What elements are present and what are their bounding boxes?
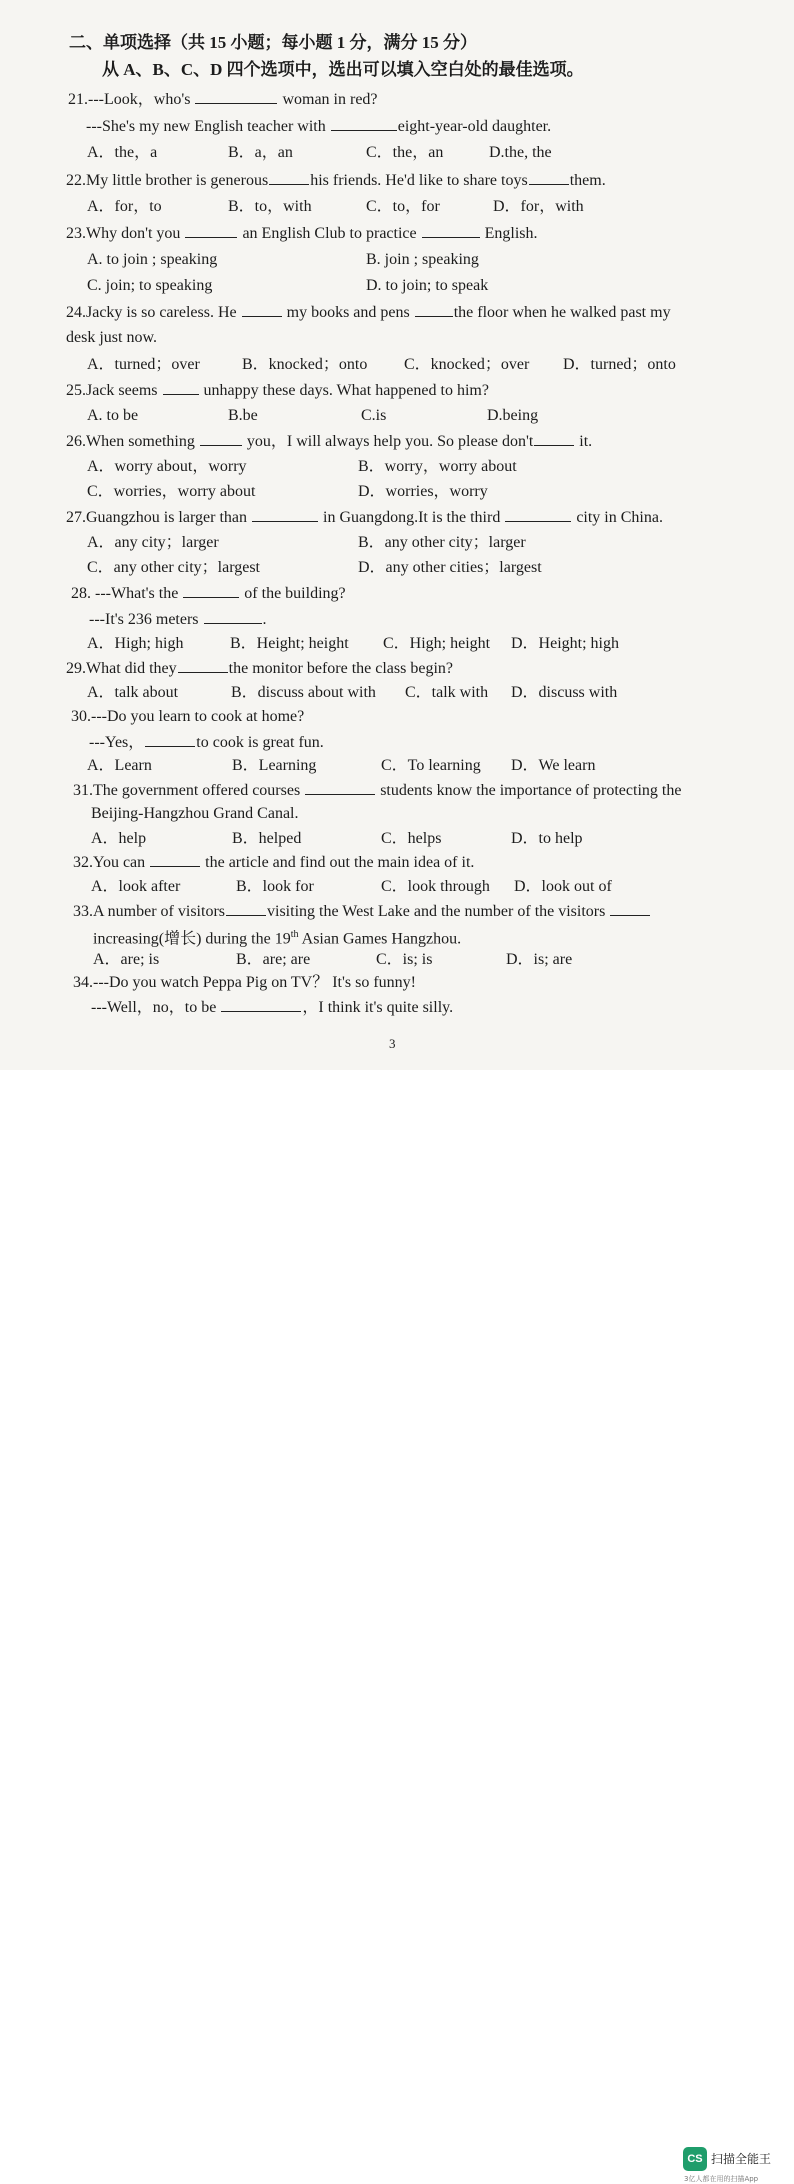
answer-blank — [305, 780, 375, 795]
q30-option-d: D．We learn — [511, 757, 596, 774]
answer-blank — [183, 583, 239, 598]
q23-option-b: B. join ; speaking — [366, 251, 479, 268]
ordinal-superscript: th — [290, 929, 299, 940]
question-text: 24.Jacky is so careless. He — [66, 304, 237, 321]
q23-option-c: C. join; to speaking — [87, 277, 213, 294]
question-text: the monitor before the class begin? — [228, 660, 454, 677]
q22-option-c: C．to，for — [366, 198, 440, 215]
answer-blank — [195, 89, 277, 104]
question-text: an English Club to practice — [242, 225, 417, 242]
question-text: 28. ---What's the — [71, 585, 179, 602]
q30-option-a: A．Learn — [87, 757, 152, 774]
question-text: . — [262, 611, 267, 628]
section-title: 二、单项选择（共 15 小题；每小题 1 分，满分 15 分） — [69, 33, 477, 52]
q25-option-c: C.is — [361, 407, 387, 424]
question-28-line-1 — [71, 583, 346, 604]
q31-option-c: C．helps — [381, 830, 442, 847]
question-text: 27.Guangzhou is larger than — [66, 509, 247, 526]
page-number: 3 — [389, 1036, 396, 1051]
q31-option-d: D．to help — [511, 830, 583, 847]
q21-option-a: A．the，a — [87, 144, 158, 161]
question-text: unhappy these days. What happened to him? — [203, 382, 489, 399]
question-text: ---It's 236 meters — [89, 611, 199, 628]
question-text: visiting the West Lake and the number of the visitors — [267, 903, 606, 920]
question-27-line-1 — [66, 507, 663, 528]
question-24-line-1 — [66, 302, 671, 323]
question-28-line-2 — [89, 609, 267, 630]
question-text: 22.My little brother is generous — [66, 172, 269, 189]
q28-option-a: A．High; high — [87, 635, 184, 652]
answer-blank — [200, 431, 242, 446]
question-text: the article and find out the main idea of it. — [205, 854, 475, 871]
q22-option-b: B．to，with — [228, 198, 312, 215]
question-text: 31.The government offered courses — [73, 782, 301, 799]
question-text: in Guangdong.It is the third — [323, 509, 501, 526]
q25-option-a: A. to be — [87, 407, 139, 424]
q28-option-d: D．Height; high — [511, 635, 619, 652]
q33-option-a: A．are; is — [93, 951, 160, 968]
question-text: ---Yes， — [89, 734, 145, 751]
q32-option-d: D．look out of — [514, 878, 612, 895]
q24-option-a: A．turned；over — [87, 356, 200, 373]
question-34-line-2 — [91, 997, 453, 1018]
q30-option-c: C．To learning — [381, 757, 481, 774]
question-34-line-1: 34.---Do you watch Peppa Pig on TV？ It's so funny! — [73, 974, 416, 991]
q30-option-b: B．Learning — [232, 757, 317, 774]
answer-blank — [226, 901, 266, 916]
question-text: English. — [484, 225, 538, 242]
q24-option-d: D．turned；onto — [563, 356, 676, 373]
question-text: increasing(增长) during the 19 — [93, 930, 291, 948]
instruction-text: 从 A、B、C、D 四个选项中，选出可以填入空白处的最佳选项。 — [102, 60, 584, 79]
question-23-line-1 — [66, 223, 538, 244]
q29-option-c: C．talk with — [405, 684, 489, 701]
q29-option-b: B．discuss about with — [231, 684, 376, 701]
q28-option-b: B．Height; height — [230, 635, 349, 652]
question-32-line-1 — [73, 852, 474, 873]
answer-blank — [331, 116, 397, 131]
question-text: 33.A number of visitors — [73, 903, 225, 920]
q33-option-d: D．is; are — [506, 951, 573, 968]
answer-blank — [415, 302, 453, 317]
q27-option-d: D．any other cities；largest — [358, 559, 542, 576]
question-31-line-2: Beijing-Hangzhou Grand Canal. — [91, 805, 299, 822]
question-33-line-1 — [73, 901, 651, 922]
answer-blank — [269, 170, 309, 185]
question-text: ---Well，no，to be — [91, 999, 217, 1016]
question-text: 21.---Look，who's — [68, 91, 191, 108]
q23-option-a: A. to join ; speaking — [87, 251, 218, 268]
answer-blank — [178, 658, 228, 673]
q29-option-a: A．talk about — [87, 684, 179, 701]
q23-option-d: D. to join; to speak — [366, 277, 489, 294]
question-text: ，I think it's quite silly. — [302, 999, 454, 1016]
answer-blank — [505, 507, 571, 522]
question-21-line-2 — [86, 116, 551, 137]
q24-option-b: B．knocked；onto — [242, 356, 368, 373]
scanner-footer — [0, 1070, 794, 2183]
answer-blank — [204, 609, 262, 624]
question-text: 25.Jack seems — [66, 382, 158, 399]
question-text: 32.You can — [73, 854, 146, 871]
q21-option-d: D.the, the — [489, 144, 552, 161]
q31-option-b: B．helped — [232, 830, 302, 847]
answer-blank — [610, 901, 650, 916]
question-text: you，I will always help you. So please don't — [246, 433, 534, 450]
q32-option-c: C．look through — [381, 878, 490, 895]
q25-option-b: B.be — [228, 407, 258, 424]
question-text: woman in red? — [282, 91, 378, 108]
question-text: city in China. — [576, 509, 663, 526]
question-text: them. — [569, 172, 606, 189]
answer-blank — [534, 431, 574, 446]
question-text: it. — [579, 433, 593, 450]
q26-option-c: C．worries，worry about — [87, 483, 256, 500]
q22-option-d: D．for，with — [493, 198, 584, 215]
question-text: Asian Games Hangzhou. — [298, 930, 462, 948]
q24-option-c: C．knocked；over — [404, 356, 530, 373]
question-31-line-1 — [73, 780, 681, 801]
q31-option-a: A．help — [91, 830, 147, 847]
question-text: 26.When something — [66, 433, 195, 450]
question-30-line-1: 30.---Do you learn to cook at home? — [71, 708, 305, 725]
q26-option-a: A．worry about，worry — [87, 458, 247, 475]
answer-blank — [163, 380, 199, 395]
question-text: ---She's my new English teacher with — [86, 118, 326, 135]
question-30-line-2 — [89, 732, 324, 753]
scanner-tagline: 3亿人都在用的扫描App — [684, 2175, 759, 2183]
question-21-line-1 — [68, 89, 378, 110]
scanner-brand-name: 扫描全能王 — [711, 2152, 772, 2166]
question-text: students know the importance of protecting the — [380, 782, 682, 799]
q21-option-c: C．the，an — [366, 144, 444, 161]
camscanner-logo-icon: CS — [683, 2147, 707, 2171]
answer-blank — [252, 507, 318, 522]
q27-option-a: A．any city；larger — [87, 534, 219, 551]
q27-option-c: C．any other city；largest — [87, 559, 261, 576]
question-24-line-2: desk just now. — [66, 329, 157, 346]
question-29-line-1 — [66, 658, 453, 679]
q28-option-c: C．High; height — [383, 635, 491, 652]
question-33-line-2 — [93, 925, 461, 949]
answer-blank — [242, 302, 282, 317]
q29-option-d: D．discuss with — [511, 684, 618, 701]
q32-option-b: B．look for — [236, 878, 314, 895]
answer-blank — [145, 732, 195, 747]
q32-option-a: A．look after — [91, 878, 181, 895]
q21-option-b: B．a，an — [228, 144, 293, 161]
answer-blank — [150, 852, 200, 867]
answer-blank — [221, 997, 301, 1012]
question-22-line-1 — [66, 170, 606, 191]
q25-option-d: D.being — [487, 407, 539, 424]
question-26-line-1 — [66, 431, 592, 452]
question-25-line-1 — [66, 380, 489, 401]
answer-blank — [185, 223, 237, 238]
question-text: my books and pens — [286, 304, 410, 321]
answer-blank — [529, 170, 569, 185]
question-text: the floor when he walked past my — [453, 304, 671, 321]
q33-option-b: B．are; are — [236, 951, 311, 968]
question-text: 29.What did they — [66, 660, 177, 677]
question-text: of the building? — [244, 585, 346, 602]
question-text: eight-year-old daughter. — [397, 118, 552, 135]
q26-option-b: B．worry，worry about — [358, 458, 517, 475]
exam-page — [0, 0, 794, 1070]
question-text: to cook is great fun. — [196, 734, 324, 751]
q33-option-c: C．is; is — [376, 951, 433, 968]
question-text: his friends. He'd like to share toys — [310, 172, 528, 189]
q26-option-d: D．worries，worry — [358, 483, 488, 500]
q22-option-a: A．for，to — [87, 198, 162, 215]
q27-option-b: B．any other city；larger — [358, 534, 526, 551]
question-text: 23.Why don't you — [66, 225, 181, 242]
answer-blank — [422, 223, 480, 238]
